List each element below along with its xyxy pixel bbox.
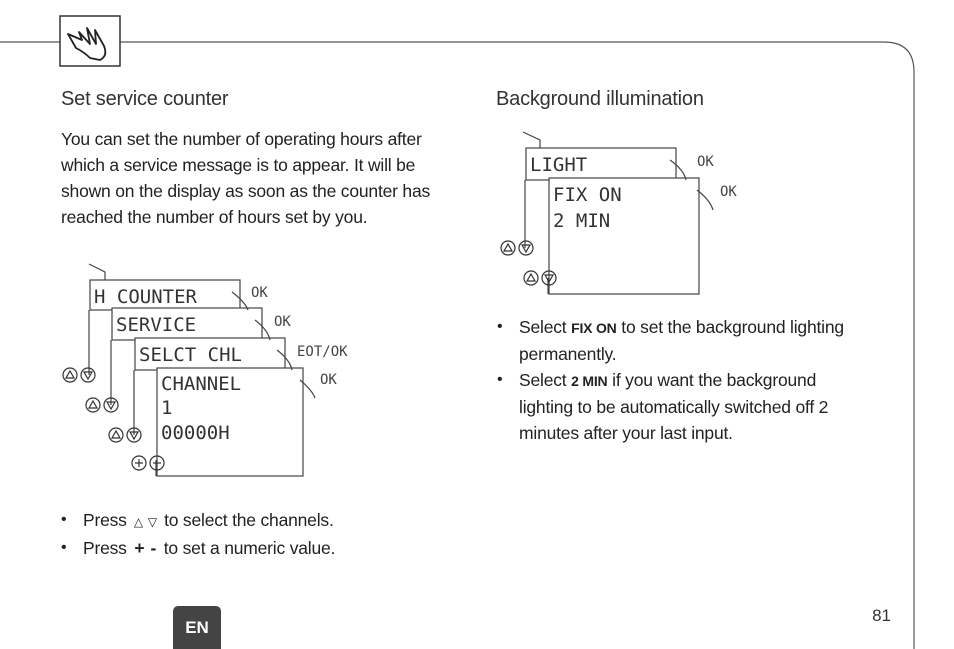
- lcd-service: SERVICE: [116, 314, 197, 336]
- up-down-buttons-r1: [501, 241, 533, 255]
- lcd-channel: CHANNEL: [161, 373, 242, 395]
- bullet-dot-icon: •: [61, 539, 67, 556]
- bullet-dot-icon: •: [497, 371, 503, 388]
- lcd-2-min: 2 MIN: [553, 210, 611, 232]
- up-down-buttons-2: [86, 398, 118, 412]
- bullet-dot-icon: •: [497, 318, 503, 335]
- illumination-bullets: [497, 314, 897, 446]
- ok-label-1: OK: [251, 285, 268, 301]
- up-down-buttons-3: [109, 428, 141, 442]
- up-down-buttons-1: [63, 368, 95, 382]
- paragraph-line: reached the number of hours set by you.: [61, 207, 368, 227]
- lcd-light: LIGHT: [530, 154, 588, 176]
- bullet-dot-icon: •: [61, 511, 67, 528]
- lcd-channel-number: 1: [161, 397, 173, 419]
- minus-icon: -: [150, 538, 157, 558]
- language-badge: EN: [173, 606, 221, 649]
- paragraph-line: You can set the number of operating hours after: [61, 129, 422, 149]
- service-counter-paragraph: [61, 126, 461, 230]
- key-fix-on: FIX ON: [571, 320, 617, 336]
- lcd-fix-on: FIX ON: [553, 184, 622, 206]
- bullet-set-numeric: • Press + - to set a numeric value.: [61, 535, 461, 561]
- ok-label-4: OK: [320, 372, 337, 388]
- ok-label-2: OK: [274, 314, 291, 330]
- service-counter-bullets: [61, 507, 461, 561]
- bullet-2-min: • Select 2 MIN if you want the background lighting to be automatically switched off 2 minutes after your last input.: [497, 367, 897, 446]
- section-title-background-illumination: Background illumination: [496, 88, 704, 110]
- page-number: 81: [872, 606, 891, 625]
- down-triangle-icon: ▽: [147, 515, 157, 529]
- lcd-h-counter: H COUNTER: [94, 286, 197, 308]
- bullet-fix-on: • Select FIX ON to set the background lighting permanently.: [497, 314, 897, 367]
- ok-label-r2: OK: [720, 184, 737, 200]
- plus-icon: +: [134, 538, 145, 558]
- paragraph-line: which a service message is to appear. It will be: [61, 155, 416, 175]
- section-title-service-counter: Set service counter: [61, 88, 229, 110]
- key-2-min: 2 MIN: [571, 373, 608, 389]
- ok-label-3: EOT/OK: [297, 344, 348, 360]
- paragraph-line: shown on the display as soon as the counter has: [61, 181, 431, 201]
- lcd-select-channel: SELCT CHL: [139, 344, 242, 366]
- up-triangle-icon: △: [133, 515, 143, 529]
- bullet-select-channels: • Press △ ▽ to select the channels.: [61, 507, 461, 535]
- hand-pointer-icon: [60, 16, 120, 66]
- ok-label-r1: OK: [697, 154, 714, 170]
- lcd-hours-value: 00000H: [161, 422, 230, 444]
